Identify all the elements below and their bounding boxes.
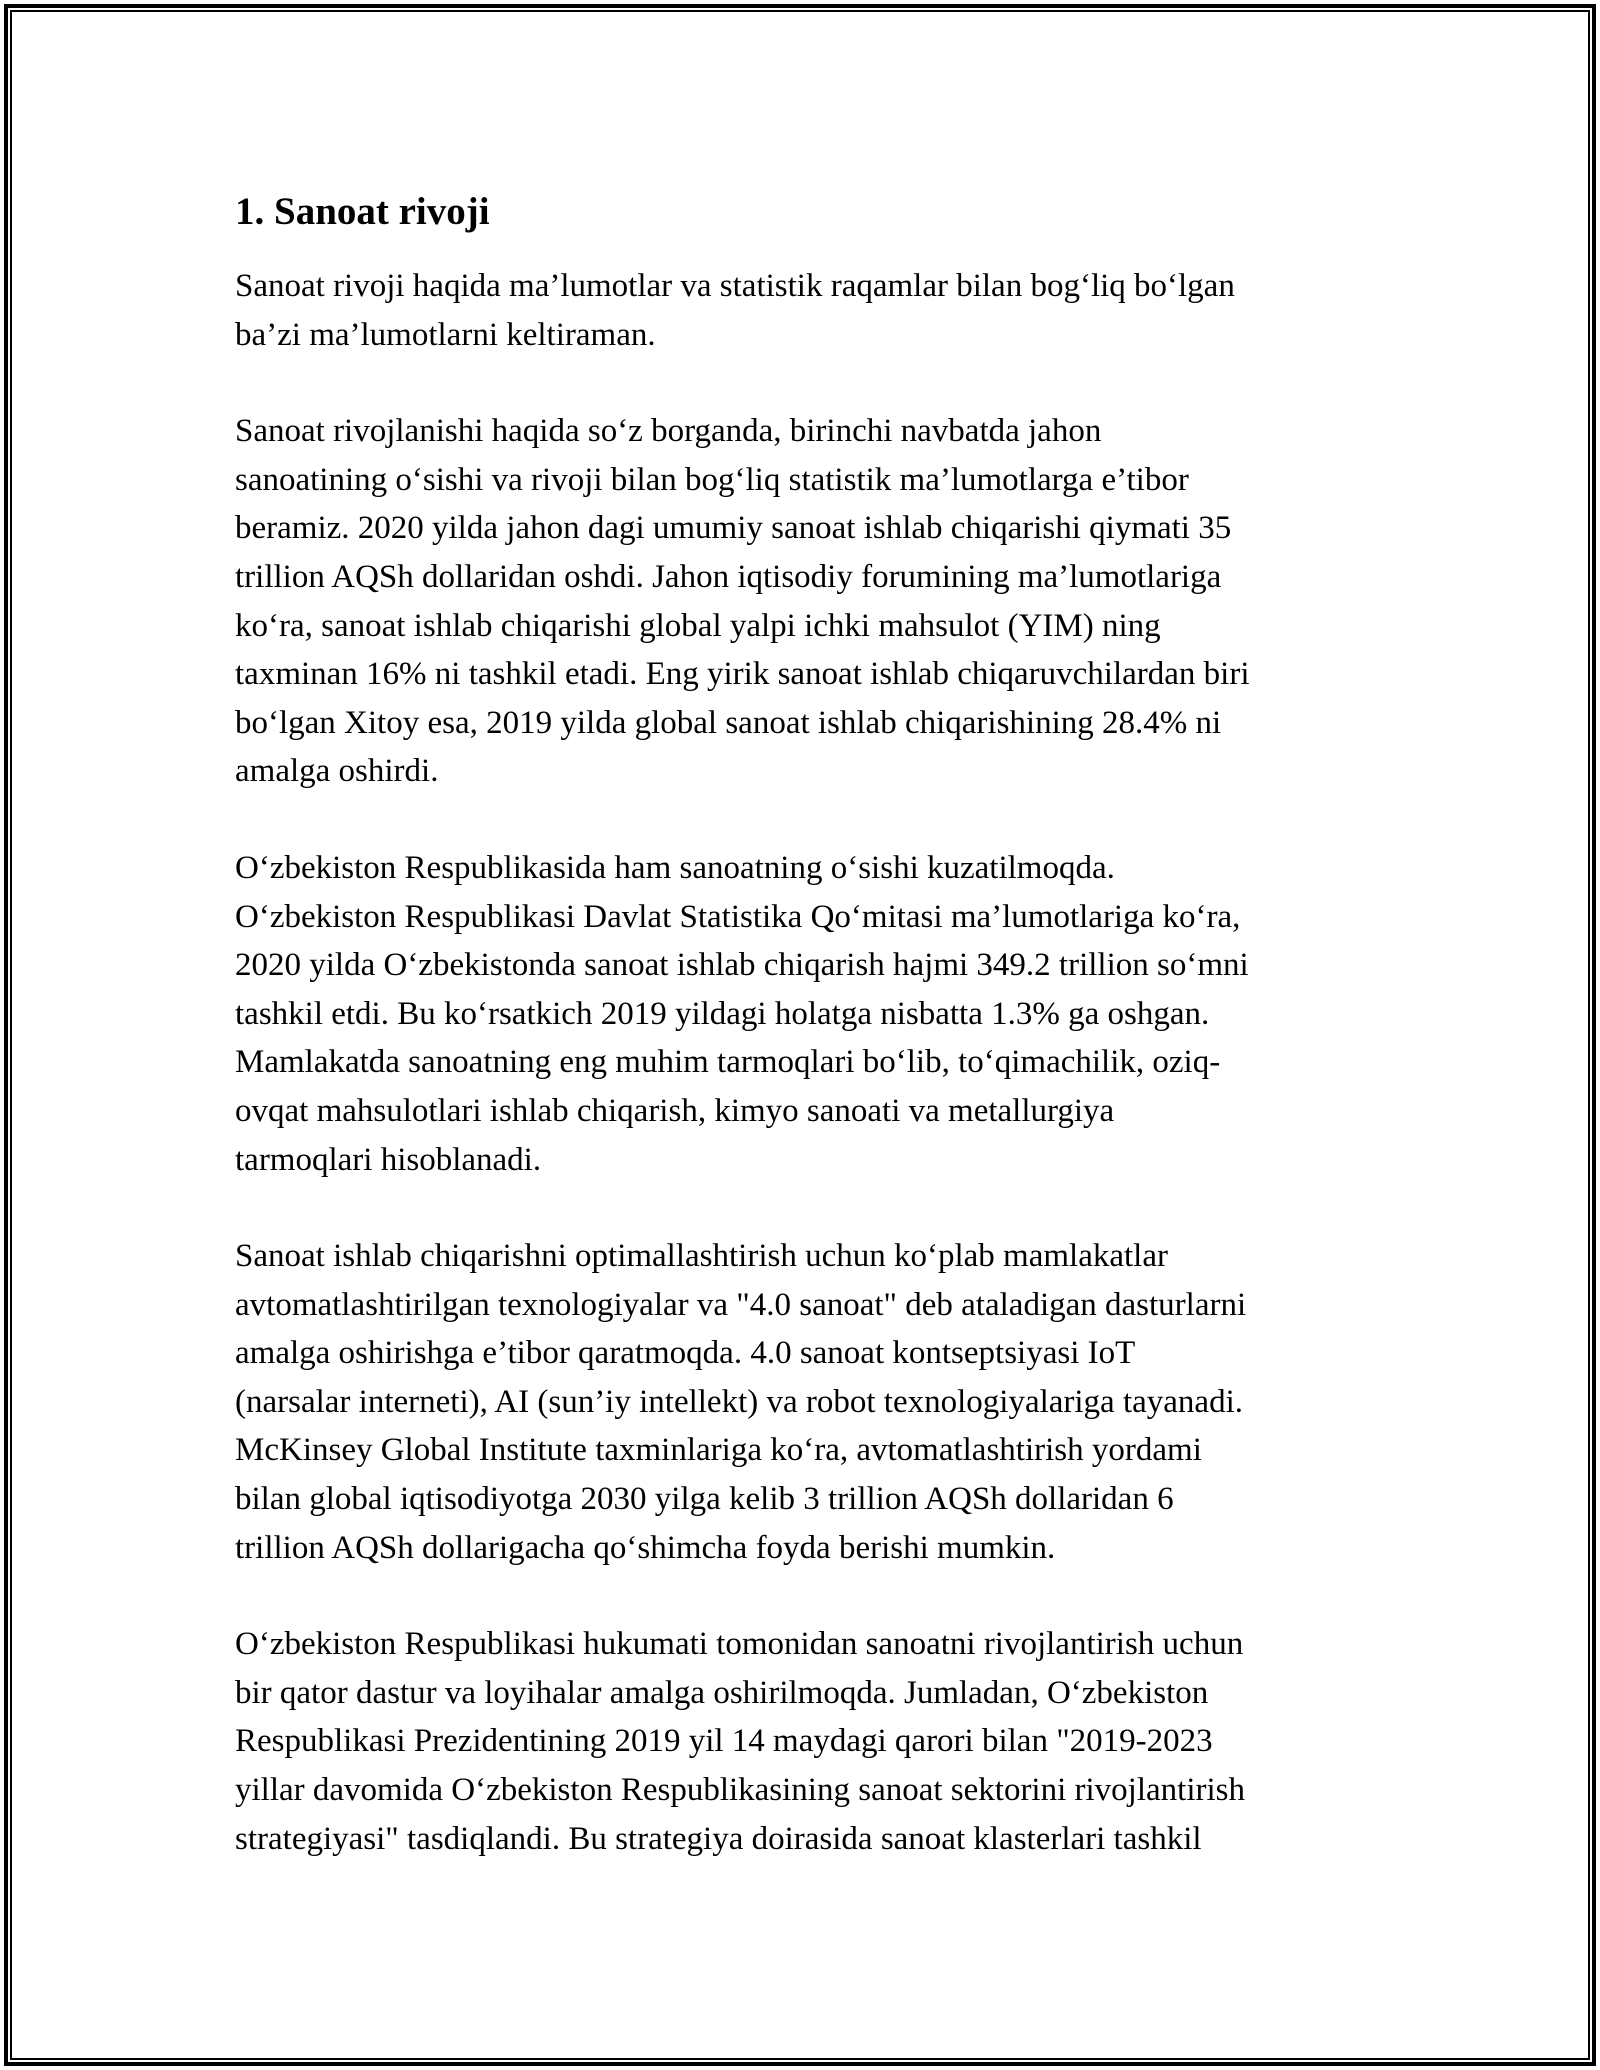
- paragraph-intro: Sanoat rivoji haqida ma’lumotlar va statistik raqamlar bilan bog‘liq bo‘lgan ba’zi ma’lumotlarni keltiraman.: [235, 268, 1235, 353]
- paragraph-government-programs: O‘zbekiston Respublikasi hukumati tomonidan sanoatni rivojlantirish uchun bir qator dastur va loyihalar amalga oshirilmoqda. Jumladan, O‘zbekiston Respublikasi Prezidentining 2019 yil 14 maydagi qarori bilan "2019-2023 yillar davomida O‘zbekiston Respublikasining sanoat sektorini rivojlantirish strategiyasi" tasdiqlandi. Bu strategiya doirasida sanoat klasterlari tashkil: [235, 1626, 1245, 1857]
- paragraph-industry-4: Sanoat ishlab chiqarishni optimallashtirish uchun ko‘plab mamlakatlar avtomatlashtirilgan texnologiyalar va "4.0 sanoat" deb ataladigan dasturlarni amalga oshirishga e’tibor qaratmoqda. 4.0 sanoat kontseptsiyasi IoT (narsalar interneti), AI (sun’iy intellekt) va robot texnologiyalariga tayanadi. McKinsey Global Institute taxminlariga ko‘ra, avtomatlashtirish yordami bilan global iqtisodiyotga 2030 yilga kelib 3 trillion AQSh dollaridan 6 trillion AQSh dollarigacha qo‘shimcha foyda berishi mumkin.: [235, 1238, 1247, 1566]
- paragraph-uzbekistan-industry: O‘zbekiston Respublikasida ham sanoatning o‘sishi kuzatilmoqda. O‘zbekiston Respublikasi Davlat Statistika Qo‘mitasi ma’lumotlariga ko‘ra, 2020 yilda O‘zbekistonda sanoat ishlab chiqarish hajmi 349.2 trillion so‘mni tashkil etdi. Bu ko‘rsatkich 2019 yildagi holatga nisbatta 1.3% ga oshgan. Mamlakatda sanoatning eng muhim tarmoqlari bo‘lib, to‘qimachilik, oziq- ovqat mahsulotlari ishlab chiqarish, kimyo sanoati va metallurgiya tarmoqlari hisoblanadi.: [235, 849, 1249, 1178]
- paragraph-world-industry: Sanoat rivojlanishi haqida so‘z borganda, birinchi navbatda jahon sanoatining o‘sishi va rivoji bilan bog‘liq statistik ma’lumotlarga e’tibor beramiz. 2020 yilda jahon dagi umumiy sanoat ishlab chiqarishi qiymati 35 trillion AQSh dollaridan oshdi. Jahon iqtisodiy forumining ma’lumotlariga ko‘ra, sanoat ishlab chiqarishi global yalpi ichki mahsulot (YIM) ning taxminan 16% ni tashkil etadi. Eng yirik sanoat ishlab chiqaruvchilardan biri bo‘lgan Xitoy esa, 2019 yilda global sanoat ishlab chiqarishining 28.4% ni amalga oshirdi.: [235, 413, 1250, 790]
- document-body: [235, 184, 1365, 1911]
- section-heading: 1. Sanoat rivoji: [235, 190, 490, 233]
